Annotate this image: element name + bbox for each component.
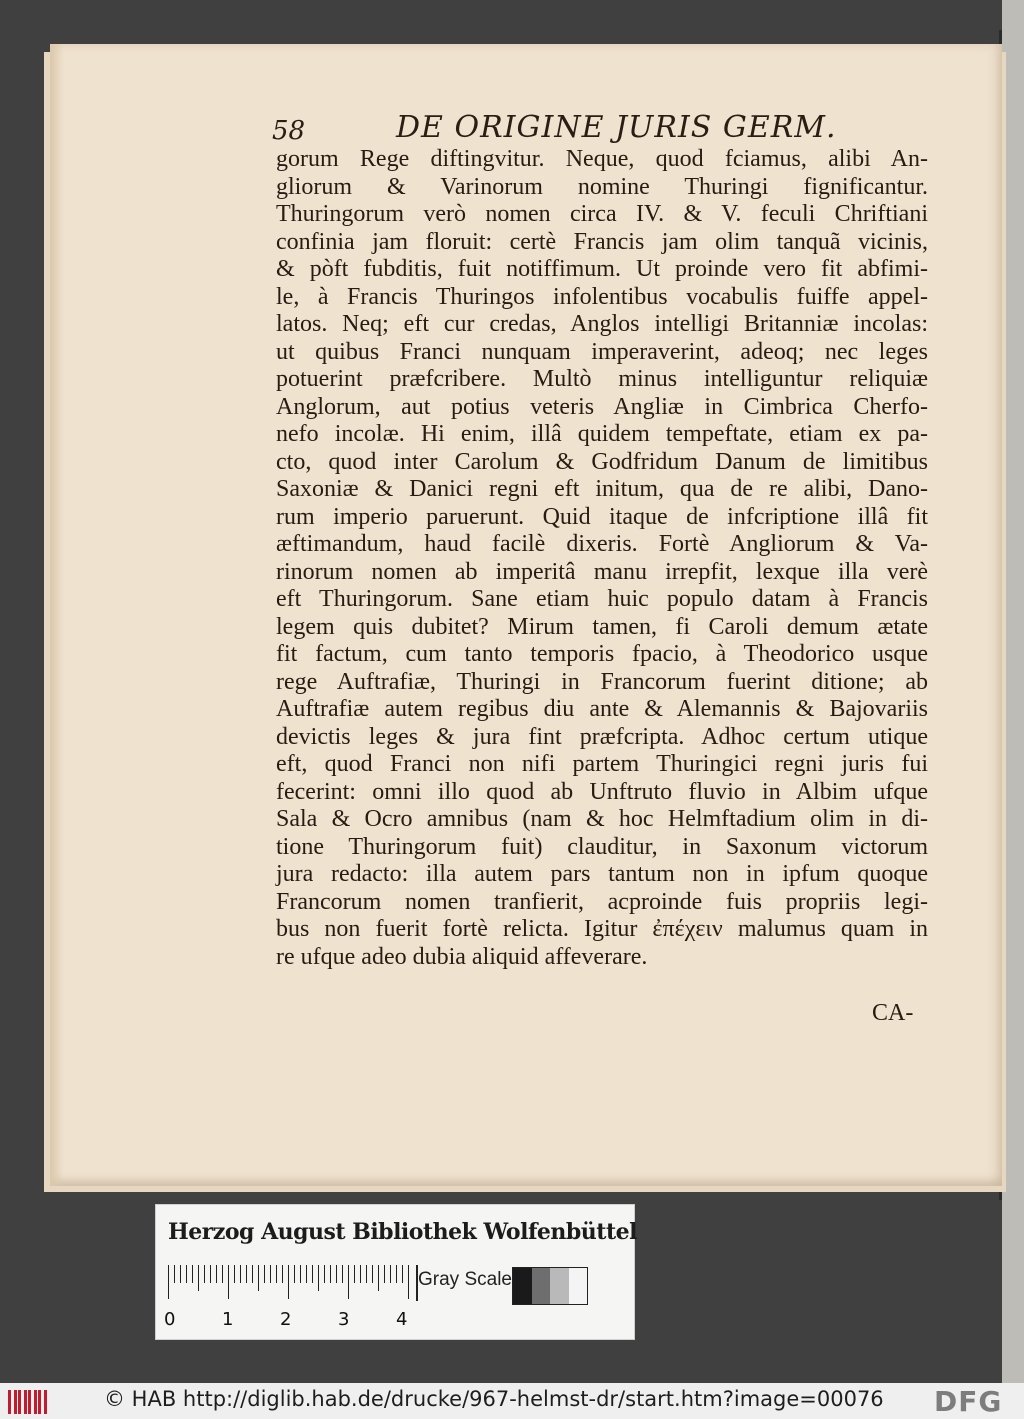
text-line: rum imperio paruerunt. Quid itaque de infcriptione illâ fit [276, 503, 928, 530]
text-line: jura redacto: illa autem pars tantum non in ipfum quoque [276, 861, 928, 887]
ruler-tick [378, 1265, 379, 1291]
ruler-tick [240, 1265, 241, 1283]
text-line: Saxoniæ & Danici regni eft initum, qua de re alibi, Dano- [276, 476, 928, 502]
ruler-tick [336, 1265, 337, 1283]
text-line: legem quis dubitet? Mirum tamen, fi Caroli demum ætate [276, 613, 928, 640]
text-line: rege Auftrafiæ, Thuringi in Francorum fuerint ditione; ab [276, 668, 928, 695]
ruler-tick [408, 1265, 409, 1299]
gray-scale-strip [512, 1267, 588, 1305]
ruler-tick [222, 1265, 223, 1283]
ruler-tick [246, 1265, 247, 1283]
ruler-tick [210, 1265, 211, 1283]
ruler-tick [258, 1265, 259, 1291]
ruler-tick [360, 1265, 361, 1283]
logo-bar [34, 1390, 37, 1414]
text-line: fecerint: omni illo quod ab Unftruto fluvio in Albim ufque [276, 778, 928, 805]
page-header [272, 108, 837, 148]
catchword: CA- [872, 1000, 914, 1026]
ruler-tick [174, 1265, 175, 1283]
ruler-tick [402, 1265, 403, 1283]
ruler-tick [168, 1265, 169, 1299]
text-line: gliorum & Varinorum nomine Thuringi fignificantur. [276, 173, 928, 200]
text-line: gorum Rege diftingvitur. Neque, quod fciamus, alibi An- [276, 146, 928, 172]
ruler-tick [270, 1265, 271, 1283]
hab-barcode-icon [8, 1386, 48, 1416]
text-line: & pòft fubditis, fuit notiffimum. Ut proinde vero fit abfimi- [276, 256, 928, 282]
ruler-tick [312, 1265, 313, 1283]
ruler-number: 3 [338, 1309, 350, 1330]
text-line: æftimandum, haud facilè dixeris. Fortè Angliorum & Va- [276, 531, 928, 557]
running-title: DE ORIGINE JURIS GERM. [396, 110, 837, 145]
ruler-tick [288, 1265, 289, 1299]
ruler-tick [354, 1265, 355, 1283]
gray-swatch [532, 1268, 551, 1304]
ruler-tick [264, 1265, 265, 1283]
text-line: nefo incolæ. Hi enim, illâ quidem tempeftate, etiam ex pa- [276, 421, 928, 447]
ruler-tick [372, 1265, 373, 1283]
dfg-logo: DFG [934, 1385, 1003, 1418]
ruler-number: 4 [396, 1309, 408, 1330]
ruler-number: 0 [164, 1309, 176, 1330]
text-line: cto, quod inter Carolum & Godfridum Danum de limitibus [276, 448, 928, 475]
ruler-tick [216, 1265, 217, 1283]
ruler-number: 1 [222, 1309, 234, 1330]
logo-bar [38, 1390, 41, 1414]
text-line: devictis leges & jura fint præfcripta. Adhoc certum utique [276, 723, 928, 750]
text-line: confinia jam floruit: certè Francis jam olim tanquã vicinis, [276, 228, 928, 255]
ruler-tick [348, 1265, 349, 1299]
ruler-tick [366, 1265, 367, 1283]
library-card [155, 1204, 635, 1340]
gray-swatch [569, 1268, 588, 1304]
ruler-tick [252, 1265, 253, 1283]
text-line: rinorum nomen ab imperitâ manu irrepfit, lexque illa verè [276, 558, 928, 585]
logo-bar [14, 1390, 17, 1414]
gray-scale-label: Gray Scale [418, 1269, 512, 1290]
ruler-tick [396, 1265, 397, 1283]
logo-bar [44, 1390, 47, 1414]
footer-bar [0, 1383, 1024, 1419]
ruler-tick [192, 1265, 193, 1283]
ruler-tick [198, 1265, 199, 1291]
ruler-tick [228, 1265, 229, 1299]
logo-bar [18, 1390, 21, 1414]
text-line: eft Thuringorum. Sane etiam huic populo datam à Francis [276, 586, 928, 612]
text-line: fit factum, cum tanto temporis fpacio, à Theodorico usque [276, 641, 928, 667]
text-line: latos. Neq; eft cur credas, Anglos intelligi Britanniæ incolas: [276, 311, 928, 337]
ruler-tick [300, 1265, 301, 1283]
ruler-tick [180, 1265, 181, 1283]
text-line: Thuringorum verò nomen circa IV. & V. feculi Chriftiani [276, 201, 928, 227]
text-line: ut quibus Franci nunquam imperaverint, adeoq; nec leges [276, 338, 928, 365]
ruler-tick [186, 1265, 187, 1283]
ruler-tick [204, 1265, 205, 1283]
ruler-tick [234, 1265, 235, 1283]
ruler-tick [342, 1265, 343, 1283]
ruler-tick [318, 1265, 319, 1291]
gray-swatch [550, 1268, 569, 1304]
ruler-tick [324, 1265, 325, 1283]
ruler-number: 2 [280, 1309, 292, 1330]
ruler-tick [282, 1265, 283, 1283]
ruler-tick [276, 1265, 277, 1283]
ruler-tick [384, 1265, 385, 1283]
logo-bar [28, 1390, 31, 1414]
gray-swatch [513, 1268, 532, 1304]
ruler [164, 1265, 418, 1330]
ruler-tick [294, 1265, 295, 1283]
ruler-tick [390, 1265, 391, 1283]
copyright-link[interactable]: © HAB http://diglib.hab.de/drucke/967-helmst-dr/start.htm?image=00076 [104, 1387, 884, 1411]
text-line: Sala & Ocro amnibus (nam & hoc Helmftadium olim in di- [276, 806, 928, 832]
logo-bar [24, 1390, 27, 1414]
page-shade [50, 44, 64, 1186]
text-line: le, à Francis Thuringos infolentibus vocabulis fuiffe appel- [276, 283, 928, 310]
text-line: re ufque adeo dubia aliquid affeverare. [276, 943, 648, 970]
text-line: tione Thuringorum fuit) clauditur, in Saxonum victorum [276, 833, 928, 860]
text-line: eft, quod Franci non nifi partem Thuringici regni juris fui [276, 751, 928, 777]
body-text [276, 146, 928, 971]
text-line: Anglorum, aut potius veteris Angliæ in Cimbrica Cherfo- [276, 393, 928, 420]
page-number: 58 [272, 116, 306, 146]
library-name: Herzog August Bibliothek Wolfenbüttel [168, 1219, 637, 1245]
text-line: Auftrafiæ autem regibus diu ante & Alemannis & Bajovariis [276, 696, 928, 722]
text-line: potuerint præfcribere. Multò minus intelliguntur reliquiæ [276, 366, 928, 392]
text-line: bus non fuerit fortè relicta. Igitur ἐπέχειν malumus quam in [276, 916, 928, 942]
ruler-tick [306, 1265, 307, 1283]
text-line: Francorum nomen tranfierit, acproinde fuis propriis legi- [276, 888, 928, 915]
ruler-tick [330, 1265, 331, 1283]
logo-bar [8, 1390, 11, 1414]
